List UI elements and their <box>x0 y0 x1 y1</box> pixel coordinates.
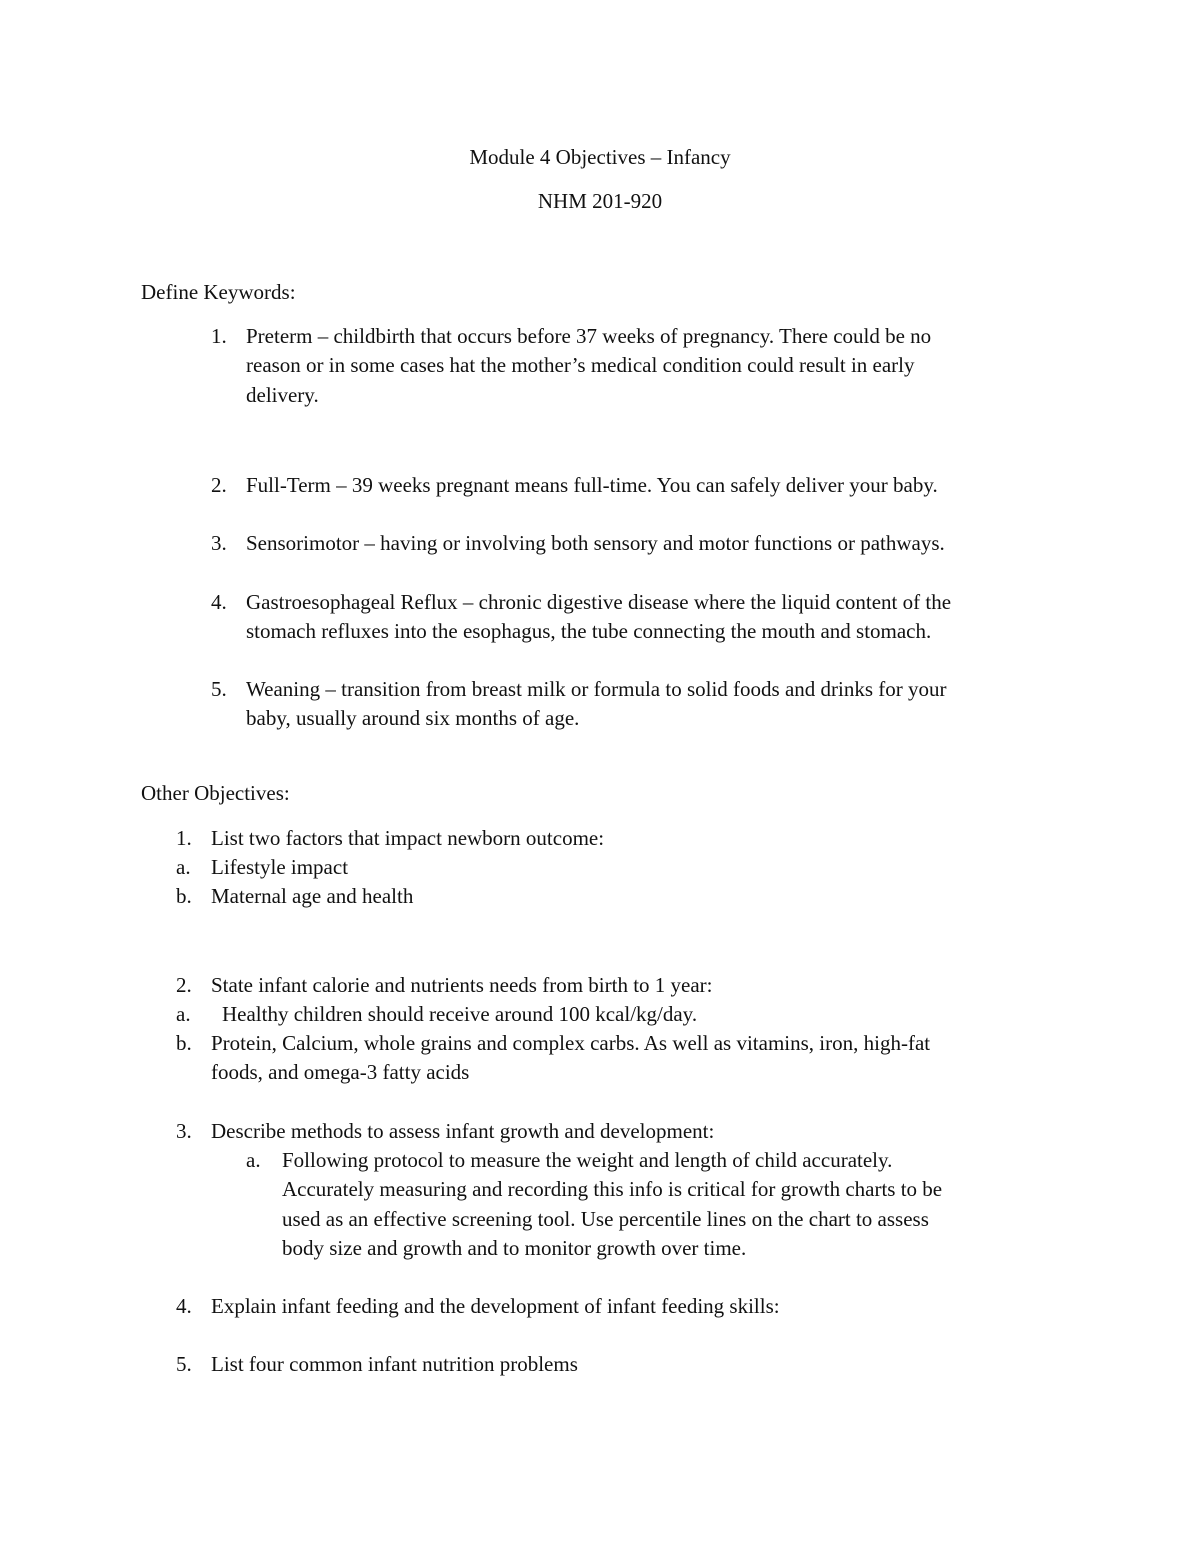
objective-1a-text: Lifestyle impact <box>211 855 349 879</box>
objective-1b-marker: b. <box>176 884 192 908</box>
objective-1-text: List two factors that impact newborn outcome: <box>211 826 605 850</box>
objective-1a-marker: a. <box>176 855 191 879</box>
objective-3a-line-2: Accurately measuring and recording this info is critical for growth charts to be <box>282 1177 943 1201</box>
keyword-1-number: 1. <box>211 324 227 348</box>
keyword-2-line-1: Full-Term – 39 weeks pregnant means full-time. You can safely deliver your baby. <box>246 473 938 497</box>
objective-3a-line-4: body size and growth and to monitor growth over time. <box>282 1236 747 1260</box>
objective-3-text: Describe methods to assess infant growth and development: <box>211 1119 715 1143</box>
objectives-heading: Other Objectives: <box>141 781 290 805</box>
keyword-1-line-1: Preterm – childbirth that occurs before 37 weeks of pregnancy. There could be no <box>246 324 932 348</box>
course-code: NHM 201-920 <box>537 189 663 213</box>
keyword-4-line-1: Gastroesophageal Reflux – chronic digestive disease where the liquid content of the <box>246 590 952 614</box>
objective-1b-text: Maternal age and health <box>211 884 414 908</box>
keywords-heading: Define Keywords: <box>141 280 296 304</box>
objective-5-text: List four common infant nutrition problems <box>211 1352 578 1376</box>
objective-4-text: Explain infant feeding and the development of infant feeding skills: <box>211 1294 780 1318</box>
objective-3a-line-1: Following protocol to measure the weight and length of child accurately. <box>282 1148 893 1172</box>
objective-2a-text: Healthy children should receive around 100 kcal/kg/day. <box>222 1002 698 1026</box>
keyword-2-number: 2. <box>211 473 227 497</box>
objective-3-number: 3. <box>176 1119 192 1143</box>
objective-2b-line-2: foods, and omega-3 fatty acids <box>211 1060 470 1084</box>
keyword-1-line-2: reason or in some cases hat the mother’s medical condition could result in early <box>246 353 915 377</box>
objective-2-number: 2. <box>176 973 192 997</box>
keyword-3-number: 3. <box>211 531 227 555</box>
objective-2-text: State infant calorie and nutrients needs from birth to 1 year: <box>211 973 713 997</box>
keyword-5-number: 5. <box>211 677 227 701</box>
keyword-1-line-3: delivery. <box>246 383 319 407</box>
keyword-4-number: 4. <box>211 590 227 614</box>
keyword-5-line-1: Weaning – transition from breast milk or formula to solid foods and drinks for your <box>246 677 947 701</box>
keyword-4-line-2: stomach refluxes into the esophagus, the tube connecting the mouth and stomach. <box>246 619 932 643</box>
objective-3a-line-3: used as an effective screening tool. Use percentile lines on the chart to assess <box>282 1207 929 1231</box>
document-title: Module 4 Objectives – Infancy <box>469 145 731 169</box>
objective-2b-marker: b. <box>176 1031 192 1055</box>
objective-5-number: 5. <box>176 1352 192 1376</box>
objective-2b-line-1: Protein, Calcium, whole grains and complex carbs. As well as vitamins, iron, high-fat <box>211 1031 931 1055</box>
objective-4-number: 4. <box>176 1294 192 1318</box>
keyword-5-line-2: baby, usually around six months of age. <box>246 706 580 730</box>
objective-2a-marker: a. <box>176 1002 191 1026</box>
objective-3a-marker: a. <box>246 1148 261 1172</box>
objective-1-number: 1. <box>176 826 192 850</box>
keyword-3-line-1: Sensorimotor – having or involving both sensory and motor functions or pathways. <box>246 531 945 555</box>
